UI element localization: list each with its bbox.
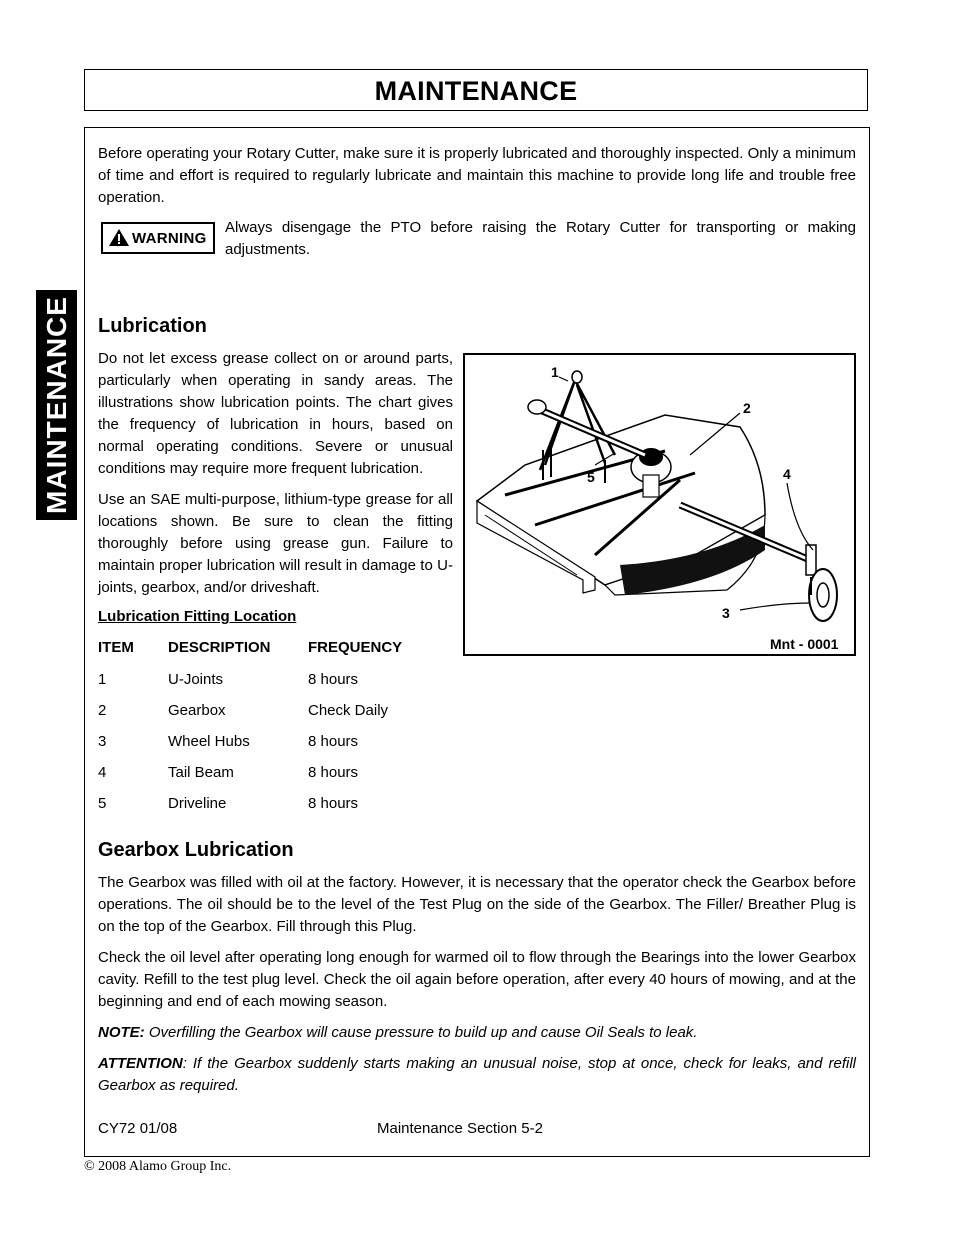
column-header-item: ITEM bbox=[98, 639, 134, 656]
row-frequency: 8 hours bbox=[308, 795, 359, 812]
callout-1: 1 bbox=[551, 364, 559, 380]
warning-triangle-icon bbox=[109, 229, 129, 246]
callout-5: 5 bbox=[587, 469, 595, 485]
row-item: 3 bbox=[98, 733, 107, 750]
copyright: © 2008 Alamo Group Inc. bbox=[84, 1159, 232, 1174]
gearbox-paragraph-1: The Gearbox was filled with oil at the factory. However, it is necessary that the operator check the Gearbox before operations. The oil should be to the level of the Test Plug on the side of the Gearbox. The Filler/ Breather Plug is on the top of the Gearbox. Fill through this Plug. bbox=[98, 874, 856, 935]
warning-badge bbox=[101, 222, 215, 254]
footer-doc-id: CY72 01/08 bbox=[98, 1120, 178, 1137]
lubrication-paragraph-2: Use an SAE multi-purpose, lithium-type grease for all locations shown. Be sure to clean the fitting thoroughly before using grease gun. Failure to maintain proper lubrication will result in damage to U-joints, gearbox, and/or driveshaft. bbox=[98, 491, 453, 596]
gearbox-paragraph-2: Check the oil level after operating long enough for warmed oil to flow through the Bearings into the lower Gearbox cavity. Refill to the test plug level. Check the oil again before operation, after every 40 hours of mowing, and at the beginning and end of each mowing season. bbox=[98, 949, 856, 1010]
note-paragraph bbox=[98, 1022, 856, 1044]
row-item: 5 bbox=[98, 795, 107, 812]
row-item: 4 bbox=[98, 764, 107, 781]
row-frequency: 8 hours bbox=[308, 733, 359, 750]
gearbox-heading: Gearbox Lubrication bbox=[98, 839, 294, 861]
row-description: Driveline bbox=[168, 795, 227, 812]
warning-badge-label: WARNING bbox=[132, 230, 207, 247]
side-tab-label: MAINTENANCE bbox=[40, 296, 72, 514]
column-header-frequency: FREQUENCY bbox=[308, 639, 403, 656]
row-description: Wheel Hubs bbox=[168, 733, 250, 750]
intro-paragraph: Before operating your Rotary Cutter, make sure it is properly lubricated and thoroughly inspected. Only a minimum of time and effort is required to regularly lubricate and maintain this machine to provide long life and trouble free operation. bbox=[98, 145, 856, 206]
lubrication-paragraph-1: Do not let excess grease collect on or around parts, particularly when operating in sandy areas. The illustrations show lubrication points. The chart gives the frequency of lubrication in hours, based on normal operating conditions. Severe or unusual conditions may require more frequent lubrication. bbox=[98, 350, 453, 477]
footer-section: Maintenance Section 5-2 bbox=[377, 1120, 543, 1137]
row-description: Gearbox bbox=[168, 702, 226, 719]
page-header bbox=[84, 69, 868, 111]
attention-label: ATTENTION bbox=[98, 1055, 183, 1072]
attention-text: : If the Gearbox suddenly starts making an unusual noise, stop at once, check for leaks, and refill Gearbox as required. bbox=[98, 1055, 856, 1094]
page-title: MAINTENANCE bbox=[374, 76, 578, 106]
row-description: Tail Beam bbox=[168, 764, 234, 781]
warning-text: Always disengage the PTO before raising the Rotary Cutter for transporting or making adjustments. bbox=[225, 219, 856, 258]
callout-4: 4 bbox=[783, 466, 791, 482]
lubrication-points-figure bbox=[463, 353, 856, 656]
row-item: 1 bbox=[98, 671, 107, 688]
section-side-tab bbox=[36, 290, 77, 520]
attention-paragraph bbox=[98, 1053, 856, 1097]
rotary-cutter-illustration bbox=[465, 355, 854, 654]
row-description: U-Joints bbox=[168, 671, 224, 688]
row-frequency: 8 hours bbox=[308, 671, 359, 688]
table-title: Lubrication Fitting Location bbox=[98, 608, 297, 625]
figure-caption: Mnt - 0001 bbox=[770, 636, 839, 652]
callout-2: 2 bbox=[743, 400, 751, 416]
lubrication-heading: Lubrication bbox=[98, 315, 207, 337]
note-label: NOTE: bbox=[98, 1024, 145, 1041]
row-item: 2 bbox=[98, 702, 107, 719]
note-text: Overfilling the Gearbox will cause pressure to build up and cause Oil Seals to leak. bbox=[144, 1024, 698, 1041]
row-frequency: 8 hours bbox=[308, 764, 359, 781]
column-header-description: DESCRIPTION bbox=[168, 639, 271, 656]
callout-3: 3 bbox=[722, 605, 730, 621]
row-frequency: Check Daily bbox=[308, 702, 389, 719]
